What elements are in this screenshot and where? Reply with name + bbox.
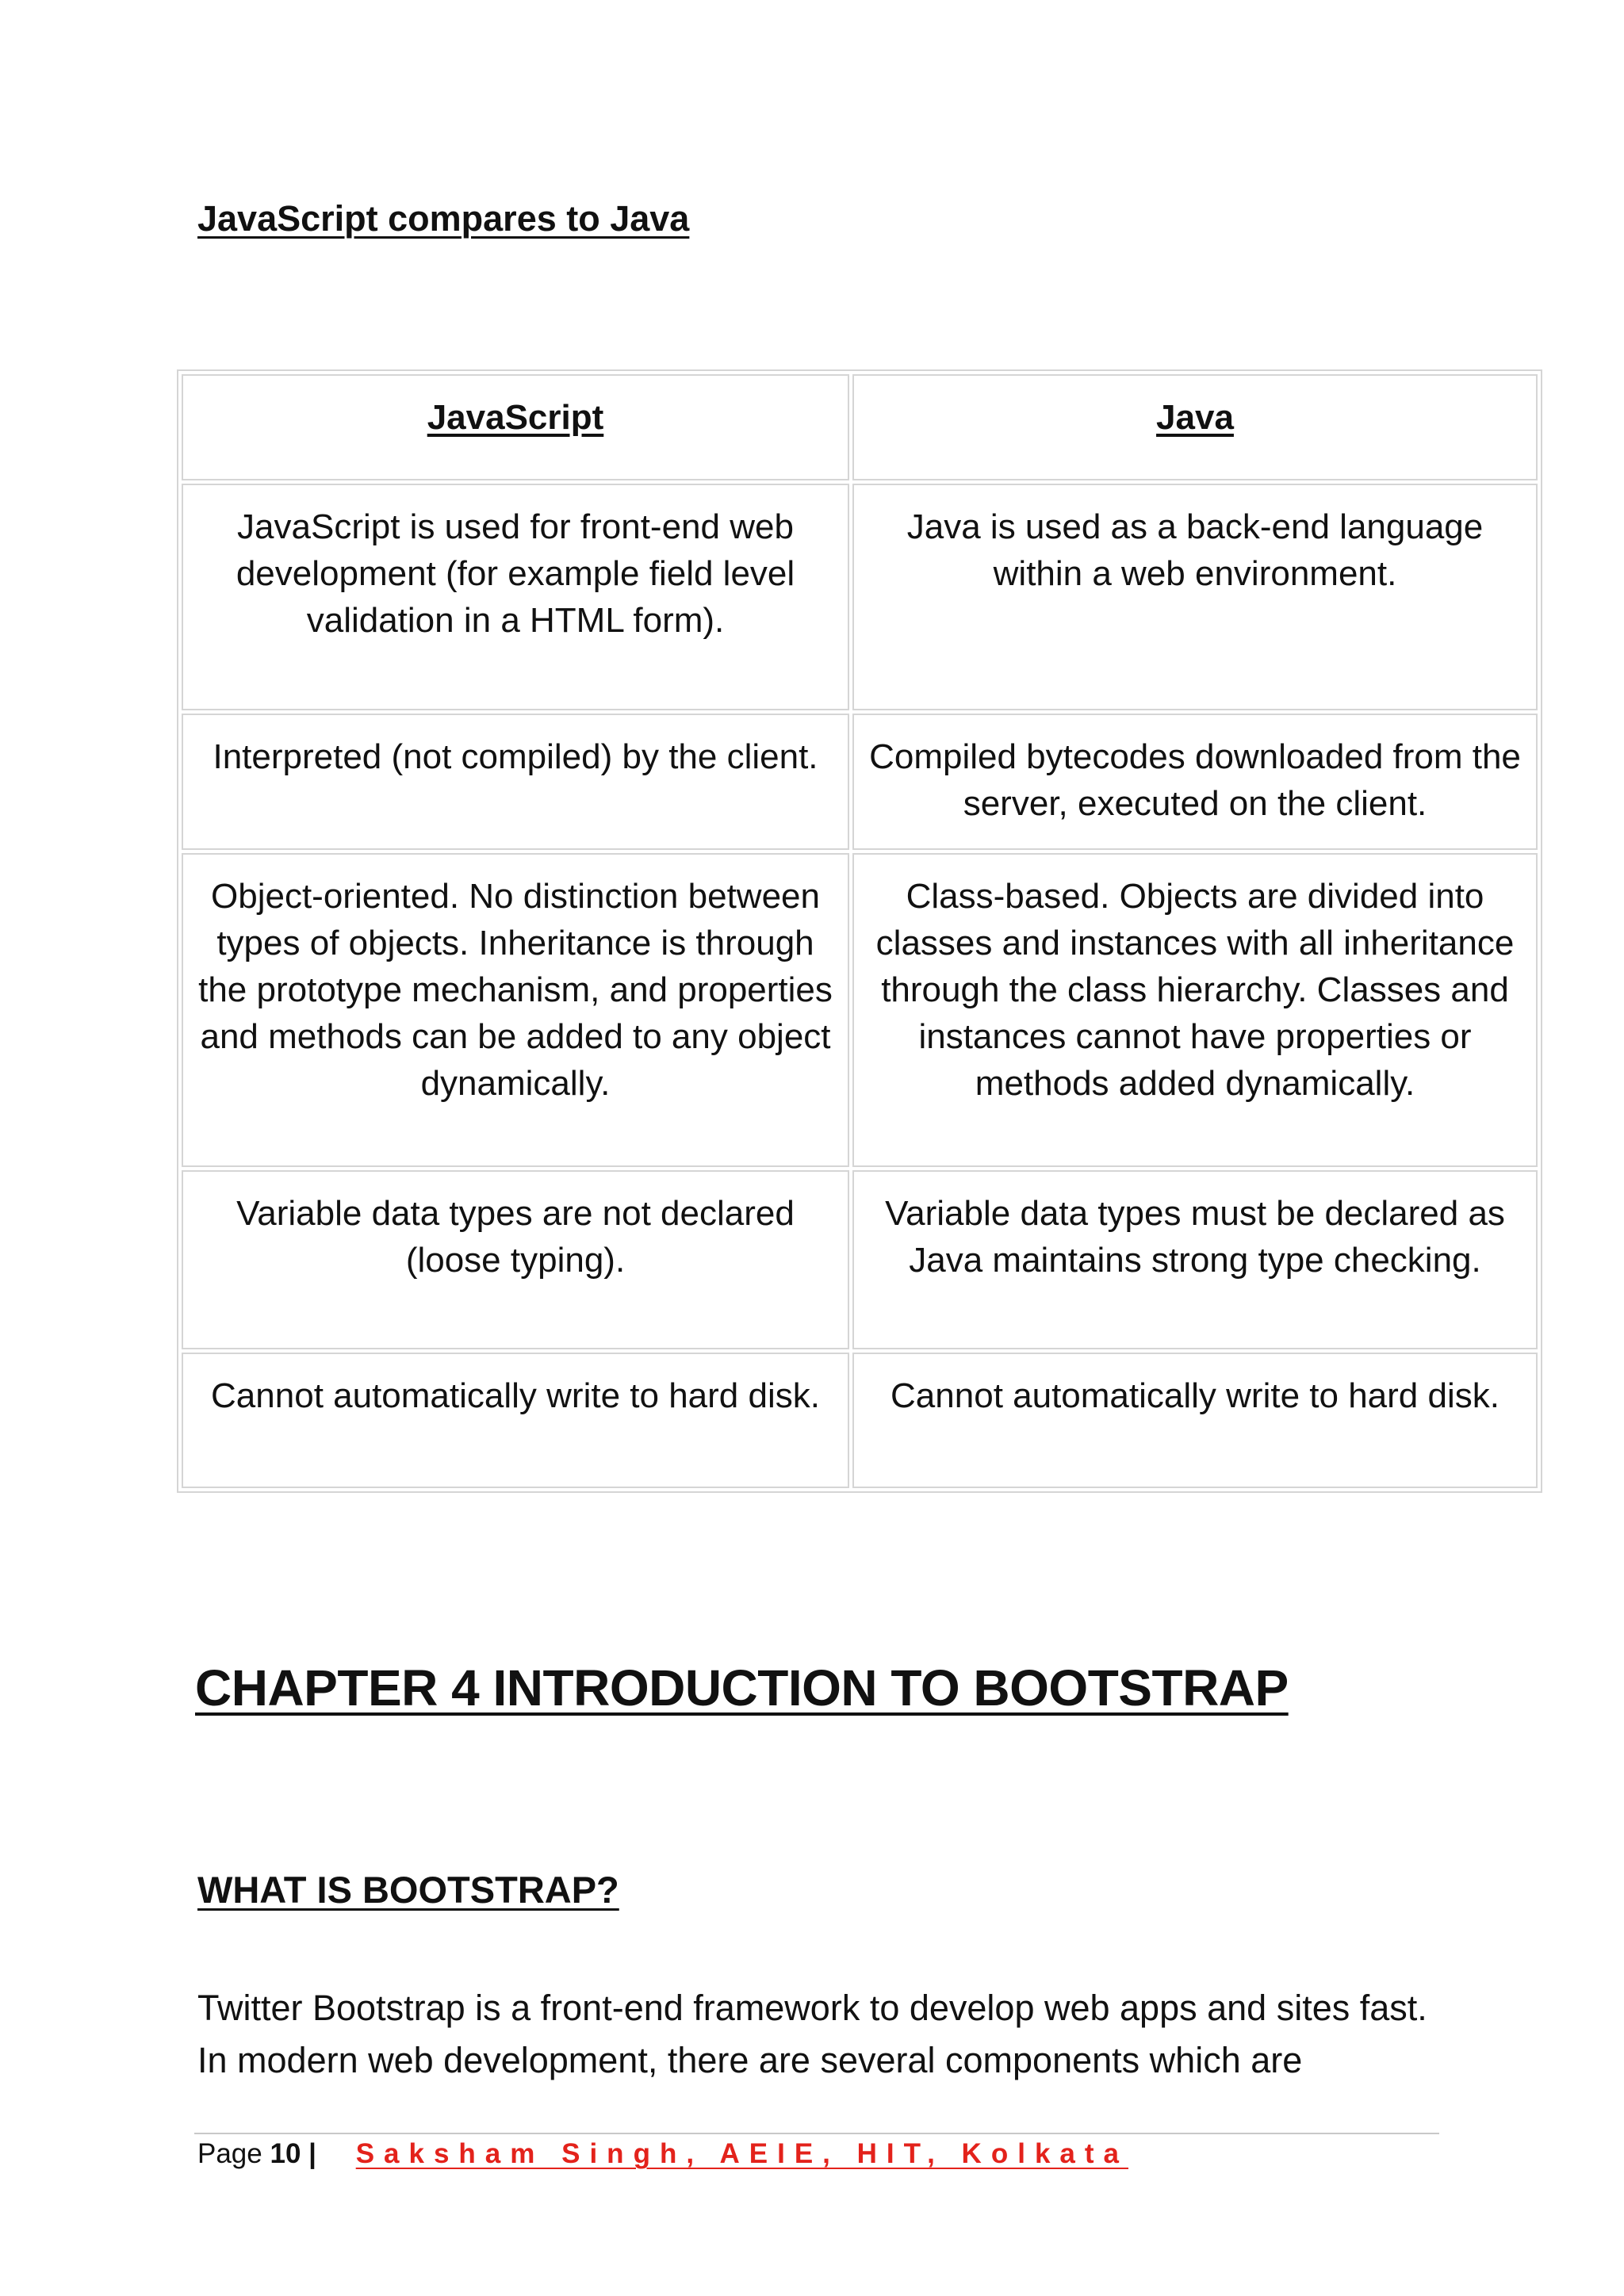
table-row [182, 1353, 1538, 1488]
table-cell: Object-oriented. No distinction between types of objects. Inheritance is through the prototype mechanism, and properties and methods can be added to any object dynamically. [182, 853, 849, 1167]
table-cell: Interpreted (not compiled) by the client. [182, 714, 849, 850]
table-row [182, 853, 1538, 1167]
section-title: JavaScript compares to Java [197, 198, 690, 239]
header-java: Java [852, 374, 1538, 480]
page-label: Page [197, 2138, 262, 2169]
footer-divider [194, 2133, 1439, 2134]
header-javascript: JavaScript [182, 374, 849, 480]
body-line: In modern web development, there are several components which are [197, 2040, 1303, 2080]
footer-author: Saksham Singh, AEIE, HIT, Kolkata [355, 2138, 1128, 2169]
table-row [182, 714, 1538, 850]
footer-separator: | [308, 2138, 316, 2169]
body-line: Twitter Bootstrap is a front-end framework to develop web apps and sites fast. [197, 1988, 1427, 2028]
table-cell: Cannot automatically write to hard disk. [852, 1353, 1538, 1488]
body-paragraph [197, 1982, 1482, 2087]
table-cell: Variable data types are not declared (loose typing). [182, 1170, 849, 1349]
subsection-title: WHAT IS BOOTSTRAP? [197, 1869, 619, 1911]
table-cell: Java is used as a back-end language within a web environment. [852, 484, 1538, 710]
table-cell: JavaScript is used for front-end web development (for example field level validation in a HTML form). [182, 484, 849, 710]
table-header-row [182, 374, 1538, 480]
table-row [182, 484, 1538, 710]
table-cell: Compiled bytecodes downloaded from the server, executed on the client. [852, 714, 1538, 850]
table-row [182, 1170, 1538, 1349]
table-cell: Variable data types must be declared as Java maintains strong type checking. [852, 1170, 1538, 1349]
page-footer [197, 2137, 1128, 2172]
table-cell: Cannot automatically write to hard disk. [182, 1353, 849, 1488]
table-cell: Class-based. Objects are divided into classes and instances with all inheritance through the class hierarchy. Classes and instances cannot have properties or methods added dynamically. [852, 853, 1538, 1167]
page-number: 10 [270, 2138, 301, 2169]
comparison-table [177, 369, 1542, 1493]
chapter-title: CHAPTER 4 INTRODUCTION TO BOOTSTRAP [195, 1659, 1289, 1716]
